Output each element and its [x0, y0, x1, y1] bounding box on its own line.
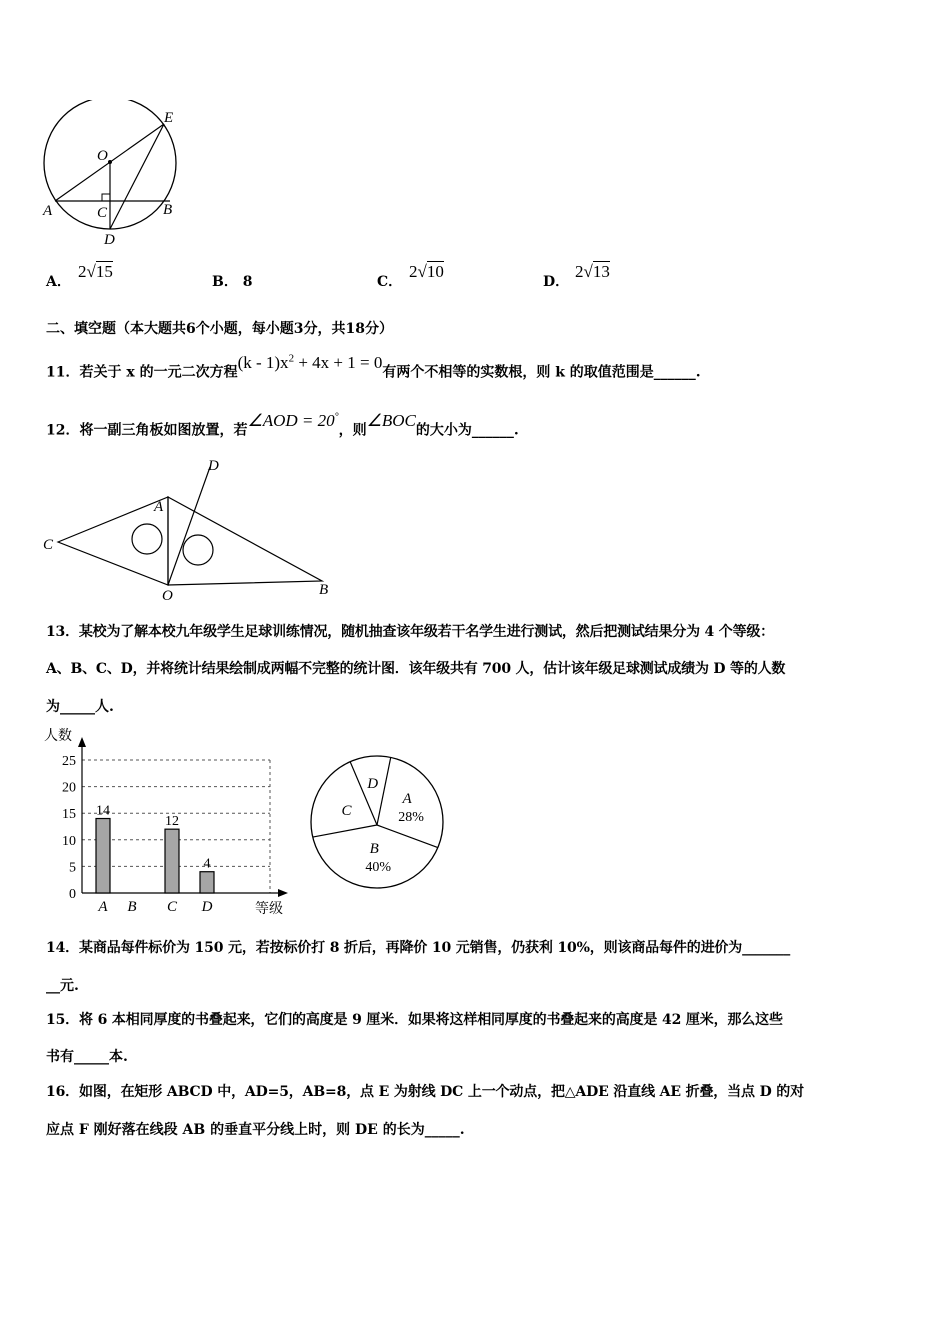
q12-middle: ，则 — [338, 422, 367, 439]
bar-ytick-label: 10 — [62, 833, 76, 849]
circle-figure — [40, 100, 190, 250]
right-angle-mark — [102, 194, 110, 201]
section-heading: 二、填空题（本大题共6个小题，每小题3分，共18分） — [46, 321, 393, 337]
bar-ytick-label: 15 — [62, 807, 76, 823]
q15-line1: 15．将 6 本相同厚度的书叠起来，它们的高度是 9 厘米．如果将这样相同厚度的书叠起来的高度是 42 厘米，那么这些 — [46, 1012, 783, 1028]
bar-chart-ylabel: 人数 — [44, 729, 72, 744]
q13-line2: A、B、C、D，并将统计结果绘制成两幅不完整的统计图．该年级共有 700 人，估计该年级足球测试成绩为 D 等的人数 — [46, 661, 786, 677]
triangle-cao — [58, 497, 168, 585]
pie-slice-b-edge — [377, 825, 438, 848]
q14-line2: __元. — [46, 978, 79, 994]
option-c-radicand: 10 — [426, 262, 444, 281]
point-o — [108, 160, 112, 164]
question-11 — [46, 352, 701, 383]
pie-slice-c-label: C — [341, 802, 352, 819]
triangle-aob — [168, 497, 322, 585]
question-12 — [46, 410, 519, 441]
triangle-figure — [40, 455, 340, 603]
bar-ytick-label: 20 — [62, 780, 76, 796]
option-b-letter: B． — [212, 274, 238, 290]
q13-line1: 13．某校为了解本校九年级学生足球训练情况，随机抽查该年级若干名学生进行测试，然后把测试结果分为 4 个等级： — [46, 624, 774, 640]
sqrt-icon: √ — [583, 262, 593, 281]
option-b — [212, 272, 252, 292]
q13-line3: 为_____人. — [46, 699, 114, 715]
label-e: E — [164, 110, 174, 126]
pie-slice-c-edge — [313, 825, 377, 837]
option-d-radicand: 13 — [592, 262, 610, 281]
pie-slice-a-edge — [377, 757, 391, 825]
bar-y-axis-arrow-icon — [78, 737, 86, 747]
sqrt-icon: √ — [86, 262, 96, 281]
pie-slice-b-label: B — [369, 840, 379, 857]
label-c: C — [97, 205, 108, 221]
label-o: O — [162, 588, 173, 603]
bar-data-label: 14 — [96, 803, 110, 819]
option-d — [543, 272, 569, 292]
option-c-coef: 2 — [409, 262, 418, 281]
bar-ytick-label: 0 — [69, 887, 76, 902]
option-d-coef: 2 — [575, 262, 584, 281]
label-a: A — [154, 499, 164, 515]
q11-formula: $(k - 1)x^2 + 4x + 1 = 0$ — [237, 352, 383, 372]
bar-c — [165, 829, 179, 893]
pie-slice-a-label: A — [402, 791, 412, 808]
option-c-letter: C． — [377, 274, 403, 290]
segment-od — [168, 467, 210, 585]
option-c-value — [409, 262, 444, 282]
hole-right — [183, 535, 213, 565]
option-c — [377, 272, 402, 292]
label-c: C — [43, 537, 54, 553]
bar-chart-xlabel: 等级 — [255, 902, 283, 917]
q16-line1: 16．如图，在矩形 ABCD 中，AD=5，AB=8，点 E 为射线 DC 上一个动点，把△ADE 沿直线 AE 折叠，当点 D 的对 — [46, 1084, 804, 1100]
bar-ytick-label: 5 — [69, 860, 76, 876]
label-o: O — [97, 148, 108, 164]
bar-data-label: 4 — [203, 856, 211, 872]
q12-formula-aod: ∠AOD = 20° — [247, 410, 339, 430]
bar-x-axis-arrow-icon — [278, 889, 288, 897]
q12-formula-boc: ∠BOC — [366, 410, 416, 430]
option-d-value — [575, 262, 610, 282]
option-a-value — [78, 262, 113, 282]
bar-category-label: C — [166, 899, 178, 915]
pie-slice-d-label: D — [367, 776, 379, 793]
q12-prefix: 12．将一副三角板如图放置，若 — [46, 422, 248, 439]
bar-category-label: A — [98, 899, 108, 915]
pie-slice-d-edge — [350, 762, 377, 825]
label-b: B — [163, 202, 173, 218]
q16-line2: 应点 F 刚好落在线段 AB 的垂直平分线上时，则 DE 的长为_____. — [46, 1122, 465, 1138]
option-d-letter: D． — [543, 274, 570, 290]
hole-left — [132, 524, 162, 554]
bar-category-label: D — [201, 899, 213, 915]
sqrt-icon: √ — [417, 262, 427, 281]
segment-ed — [110, 124, 164, 229]
pie-chart — [305, 750, 450, 895]
bar-d — [200, 872, 214, 893]
q12-suffix: 的大小为______. — [415, 422, 519, 439]
label-d: D — [208, 458, 219, 474]
option-a-letter: A． — [46, 274, 71, 290]
label-a: A — [43, 203, 53, 219]
bar-chart — [40, 725, 305, 920]
option-a-radicand: 15 — [95, 262, 113, 281]
bar-ytick-label: 25 — [62, 754, 76, 769]
q11-prefix: 11．若关于 x 的一元二次方程 — [46, 364, 238, 381]
pie-slice-a-percent: 28% — [398, 810, 424, 826]
q11-suffix: 有两个不相等的实数根，则 k 的取值范围是______. — [382, 364, 701, 381]
option-a — [46, 272, 71, 292]
q15-line2: 书有_____本. — [46, 1049, 128, 1065]
label-d: D — [104, 232, 115, 248]
bar-data-label: 12 — [165, 814, 179, 830]
bar-a — [96, 819, 110, 893]
option-a-coef: 2 — [78, 262, 87, 281]
q14-line1: 14．某商品每件标价为 150 元，若按标价打 8 折后，再降价 10 元销售，仍获利 10%，则该商品每件的进价为_______ — [46, 940, 791, 956]
option-b-value: 8 — [242, 274, 253, 290]
pie-slice-b-percent: 40% — [365, 859, 391, 875]
bar-category-label: B — [127, 899, 137, 915]
label-b: B — [319, 582, 329, 598]
